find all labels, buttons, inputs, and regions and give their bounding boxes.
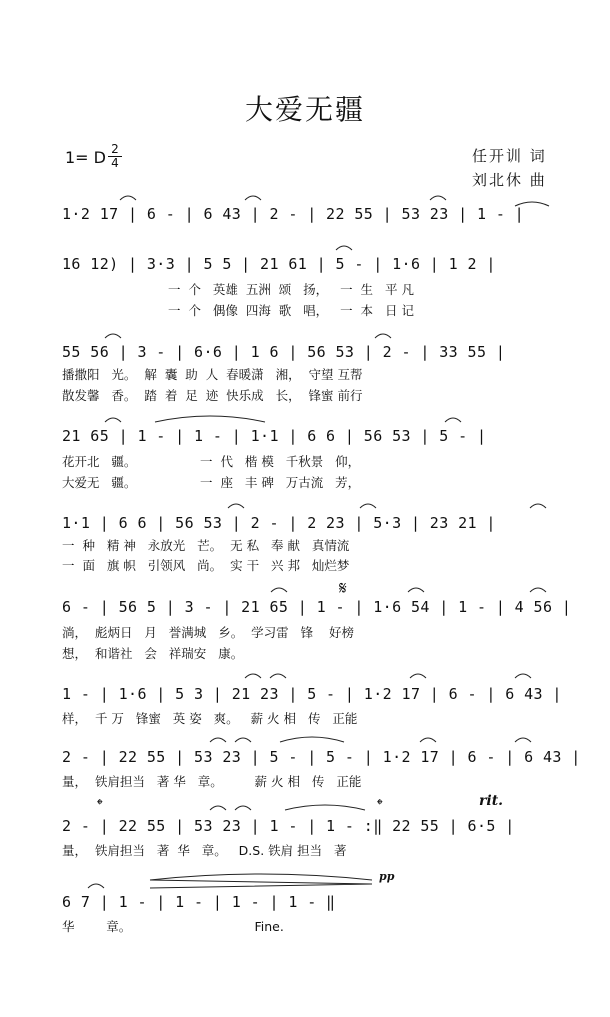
notation-line: 2 - | 22 55 | 53 23 | 1 - | 1 - :‖ 22 55 | 6·5 | [62,817,515,835]
lyric-line-2: 大爱无 疆。 一 座 丰 碑 万古流 芳， [62,475,361,490]
pianissimo-mark: pp [379,870,395,883]
key-signature: 1= D [65,148,106,167]
lyric-line-2: 一 个 偶像 四海 歌 唱， 一 本 日 记 [168,303,414,318]
lyric-line-1: 量， 铁肩担当 著 华 章。 D.S. 铁肩 担当 著 [62,843,347,858]
notation-line: 1·2 17 | 6 - | 6 43 | 2 - | 22 55 | 53 23 | 1 - | [62,205,525,223]
slur-marks [88,196,549,888]
lyric-line-2: 散发馨 香。 踏 着 足 迹 快乐成 长， 锋蜜 前行 [62,388,363,403]
time-top: 2 [111,142,119,156]
lyric-line-1: 播撒阳 光。 解 囊 助 人 春暖潇 湘， 守望 互帮 [62,367,363,382]
notation-line: 55 56 | 3 - | 6·6 | 1 6 | 56 53 | 2 - | 33 55 | [62,343,506,361]
notation-line: 6 - | 56 5 | 3 - | 21 65 | 1 - | 1·6 54 | 1 - | 4 56 | [62,598,572,616]
segno-sign: 𝄋 [339,578,347,599]
decrescendo-hairpin [150,880,372,888]
coda-sign-1: 𝄌 [97,795,103,814]
lyric-line-1: 一 个 英雄 五洲 颂 扬， 一 生 平 凡 [168,282,414,297]
lyric-line-1: 花开北 疆。 一 代 楷 模 千秋景 仰， [62,454,361,469]
lyric-line-2: 一 面 旗 帜 引领风 尚。 实 干 兴 邦 灿烂梦 [62,558,350,573]
notation-line: 2 - | 22 55 | 53 23 | 5 - | 5 - | 1·2 17 | 6 - | 6 43 | [62,748,581,766]
lyricist-credit: 任开训 词 [472,147,547,165]
lyric-line-1: 量， 铁肩担当 著 华 章。 薪 火 相 传 正能 [62,774,362,789]
notation-line: 6 7 | 1 - | 1 - | 1 - | 1 - ‖ [62,893,336,911]
notation-line: 16 12) | 3·3 | 5 5 | 21 61 | 5 - | 1·6 | 1 2 | [62,255,496,273]
ritardando-mark: rit. [479,793,504,809]
coda-sign-2: 𝄌 [377,795,383,814]
lyric-line-2: 想， 和谐社 会 祥瑞安 康。 [62,646,244,661]
song-title: 大爱无疆 [244,93,365,126]
lyric-line-1: 淌， 彪炳日 月 誉满城 乡。 学习雷 锋 好榜 [62,625,354,640]
notation-line: 1·1 | 6 6 | 56 53 | 2 - | 2 23 | 5·3 | 23 21 | [62,514,496,532]
time-bottom: 4 [111,156,119,170]
lyric-line-1: 样， 千 万 锋蜜 英 姿 爽。 薪 火 相 传 正能 [62,711,358,726]
composer-credit: 刘北休 曲 [472,171,547,189]
notation-line: 21 65 | 1 - | 1 - | 1·1 | 6 6 | 56 53 | 5 - | [62,427,487,445]
notation-line: 1 - | 1·6 | 5 3 | 21 23 | 5 - | 1·2 17 | 6 - | 6 43 | [62,685,562,703]
lyric-line-1: 一 种 精 神 永放光 芒。 无 私 奉 献 真情流 [62,538,350,553]
lyric-line-1: 华 章。 Fine. [62,919,284,934]
